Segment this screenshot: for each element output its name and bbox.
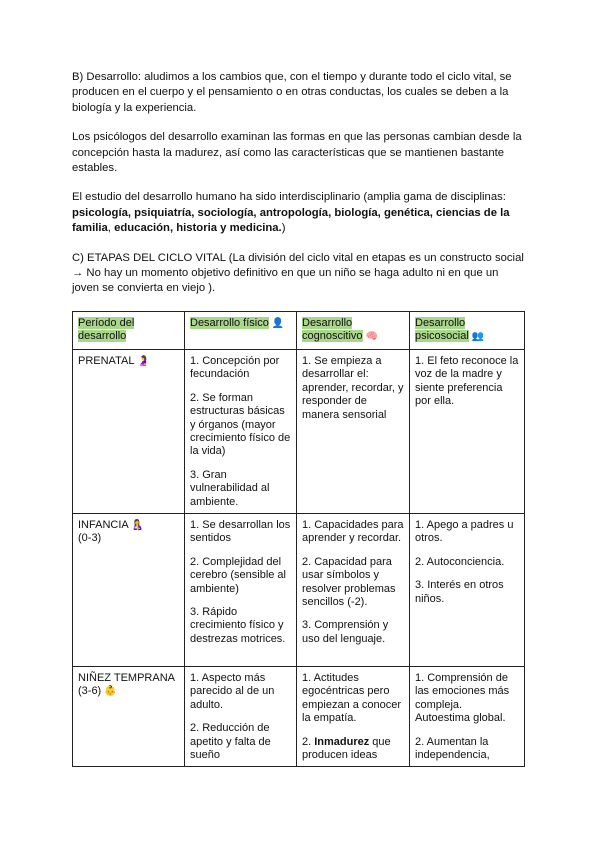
paragraph-etapas: C) ETAPAS DEL CICLO VITAL (La división del ciclo vital en etapas es un constructo social → No hay un momento objetivo definitivo en que un niño se haga adulto ni en que un joven se convierta en viejo ). (72, 251, 524, 295)
item-suffix: que producen ideas (302, 735, 391, 761)
periodo-label: PRENATAL (78, 354, 135, 367)
list-item: 2. Capacidad para usar símbolos y resolver problemas sencillos (-2). (302, 555, 396, 608)
cell-fisico (185, 666, 297, 766)
paragraph-psicologos: Los psicólogos del desarrollo examinan las formas en que las personas cambian desde la concepción hasta la madurez, así como las características que se mantienen bastante estables. (72, 131, 522, 175)
list-item: 1. El feto reconoce la voz de la madre y siente preferencia por ella. (415, 354, 519, 408)
table-header-row (73, 311, 525, 349)
document-page (72, 70, 528, 767)
list-item: 1. Capacidades para aprender y recordar. (302, 518, 404, 545)
list-item: 2. Aumentan la independencia, (415, 735, 490, 761)
estudio-separator: , (107, 222, 115, 235)
paragraph-desarrollo: B) Desarrollo: aludimos a los cambios que, con el tiempo y durante todo el ciclo vital, se producen en el cuerpo y el pensamiento o en otras conductas, los cuales se deben a la biología y la experiencia. (72, 71, 512, 114)
stages-table (72, 311, 525, 768)
paragraph-estudio (72, 190, 528, 236)
item-prefix: 2. (302, 735, 315, 748)
estudio-disciplinas-2: educación, historia y medicina. (114, 222, 282, 235)
cell-fisico (185, 349, 297, 513)
baby-icon: 👶 (104, 686, 117, 698)
cell-psicosocial (410, 666, 525, 766)
list-item: 2. Autoconciencia. (415, 555, 505, 568)
list-item: 2. Se forman estructuras básicas y órganos (mayor crecimiento físico de la vida) (190, 391, 291, 458)
list-item: 2. Complejidad del cerebro (sensible al ambiente) (190, 555, 286, 595)
list-item: 2. Reducción de apetito y falta de sueño (190, 722, 271, 761)
list-item: 1. Actitudes egocéntricas pero empiezan a conocer la empatía. (302, 671, 402, 725)
list-item: 3. Comprensión y uso del lenguaje. (302, 619, 389, 645)
cell-cognoscitivo (297, 666, 410, 766)
cell-periodo (73, 513, 185, 666)
header-cognoscitivo (297, 311, 410, 349)
cell-fisico (185, 513, 297, 666)
header-periodo (73, 311, 185, 349)
list-item: 1. Comprensión de las emociones más compleja. Autoestima global. (415, 671, 510, 725)
periodo-range: (0-3) (78, 532, 102, 545)
cell-cognoscitivo (297, 349, 410, 513)
estudio-end: ) (281, 222, 286, 235)
header-fisico (185, 311, 297, 349)
list-item: 1. Se empieza a desarrollar el: aprender, recordar, y responder de manera sensorial (302, 354, 404, 421)
list-item: 1. Aspecto más parecido al de un adulto. (190, 671, 275, 711)
cell-cognoscitivo (297, 513, 410, 666)
estudio-intro: El estudio del desarrollo humano ha sido interdisciplinario (amplia gama de disciplinas: (72, 191, 506, 204)
breastfeeding-icon: 🤱 (131, 519, 144, 531)
header-fisico-label: Desarrollo físico (190, 316, 269, 329)
brain-icon: 🧠 (365, 331, 379, 343)
periodo-range: (3-6) (78, 685, 102, 698)
periodo-label: NIÑEZ TEMPRANA (78, 671, 175, 684)
list-item: 1. Se desarrollan los sentidos (190, 518, 291, 545)
cell-psicosocial (410, 349, 525, 513)
header-psicosocial-label: Desarrollo psicosocial (415, 316, 469, 343)
list-item: 1. Concepción por fecundación (190, 354, 280, 381)
table-row-ninez-temprana (73, 666, 525, 766)
table-row-infancia (73, 513, 525, 666)
periodo-label: INFANCIA (78, 518, 129, 531)
people-icon: 👥 (471, 331, 485, 343)
person-icon: 👤 (271, 317, 285, 329)
cell-periodo (73, 666, 185, 766)
header-cognoscitivo-label: Desarrollo cognoscitivo (302, 316, 363, 343)
list-item: 1. Apego a padres u otros. (415, 518, 514, 545)
estudio-disciplinas: psicología, psiquiatría, sociología, antropología, biología, genética, ciencias de la familia (72, 206, 510, 235)
header-periodo-label: Período del desarrollo (78, 316, 135, 343)
list-item: 3. Gran vulnerabilidad al ambiente. (190, 468, 270, 508)
list-item: 3. Interés en otros niños. (415, 579, 504, 605)
pregnant-icon: 🤰 (137, 355, 150, 367)
list-item (302, 736, 404, 763)
table-row-prenatal (73, 349, 525, 513)
item-bold: Inmadurez (314, 735, 370, 748)
header-psicosocial (410, 311, 525, 349)
list-item: 3. Rápido crecimiento físico y destrezas motrices. (190, 605, 286, 645)
cell-psicosocial (410, 513, 525, 666)
cell-periodo (73, 349, 185, 513)
